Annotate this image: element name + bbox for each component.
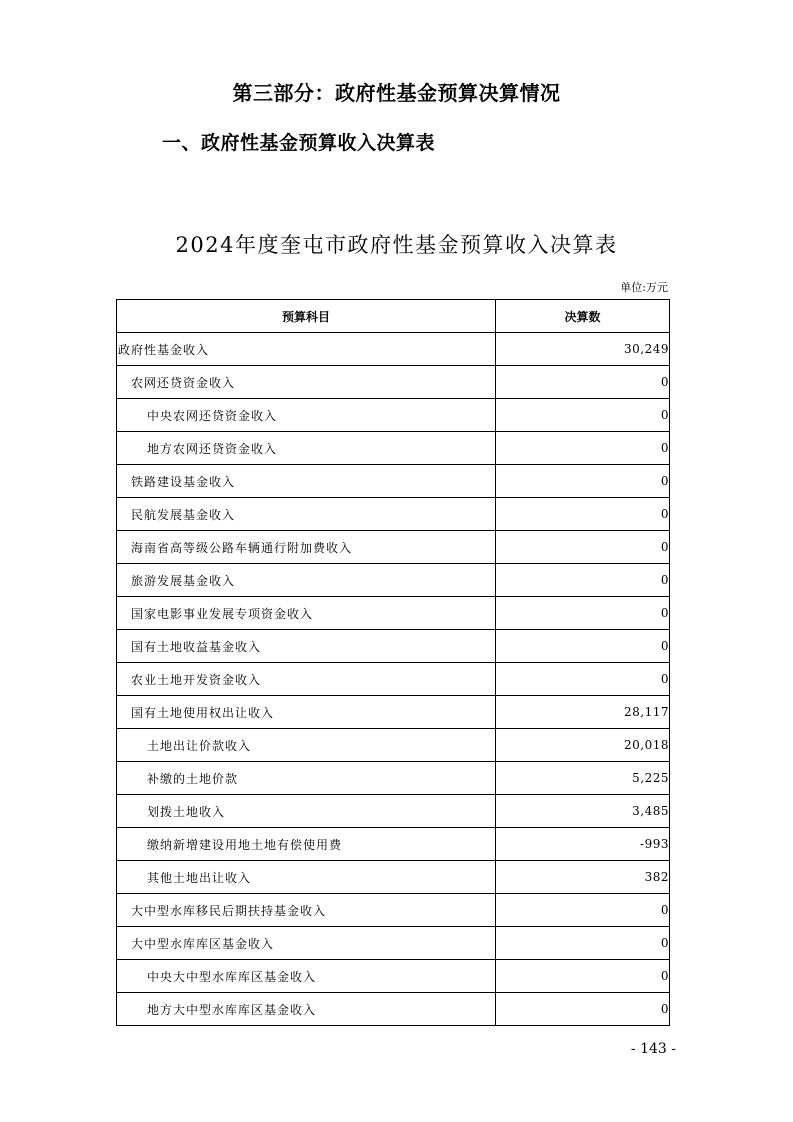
final-amount-value: 0	[496, 993, 670, 1026]
table-row	[117, 696, 670, 729]
budget-item-name: 国有土地使用权出让收入	[117, 696, 496, 729]
table-row	[117, 432, 670, 465]
table-row	[117, 366, 670, 399]
final-amount-value: 0	[496, 432, 670, 465]
final-amount-value: 0	[496, 399, 670, 432]
table-row	[117, 564, 670, 597]
final-amount-value: 3,485	[496, 795, 670, 828]
table-row	[117, 861, 670, 894]
budget-item-name: 大中型水库移民后期扶持基金收入	[117, 894, 496, 927]
final-amount-value: 0	[496, 465, 670, 498]
final-amount-value: 0	[496, 927, 670, 960]
budget-item-name: 地方农网还贷资金收入	[117, 432, 496, 465]
final-amount-value: -993	[496, 828, 670, 861]
budget-item-name: 国家电影事业发展专项资金收入	[117, 597, 496, 630]
budget-item-name: 旅游发展基金收入	[117, 564, 496, 597]
final-amount-value: 382	[496, 861, 670, 894]
table-row	[117, 762, 670, 795]
table-row	[117, 333, 670, 366]
table-row	[117, 795, 670, 828]
table-header-row	[117, 300, 670, 333]
budget-item-name: 中央大中型水库库区基金收入	[117, 960, 496, 993]
final-amount-value: 0	[496, 630, 670, 663]
table-row	[117, 729, 670, 762]
budget-item-name: 海南省高等级公路车辆通行附加费收入	[117, 531, 496, 564]
table-row	[117, 894, 670, 927]
budget-item-name: 国有土地收益基金收入	[117, 630, 496, 663]
final-amount-value: 0	[496, 894, 670, 927]
budget-item-name: 农业土地开发资金收入	[117, 663, 496, 696]
final-amount-value: 0	[496, 663, 670, 696]
final-amount-value: 0	[496, 366, 670, 399]
final-amount-value: 5,225	[496, 762, 670, 795]
part-title: 第三部分：政府性基金预算决算情况	[232, 81, 561, 105]
final-amount-value: 0	[496, 960, 670, 993]
budget-item-name: 民航发展基金收入	[117, 498, 496, 531]
table-body	[117, 333, 670, 1026]
budget-item-name: 地方大中型水库库区基金收入	[117, 993, 496, 1026]
table-row	[117, 531, 670, 564]
table-row	[117, 399, 670, 432]
table-row	[117, 630, 670, 663]
table-title: 2024年度奎屯市政府性基金预算收入决算表	[175, 233, 618, 257]
budget-item-name: 划拨土地收入	[117, 795, 496, 828]
column-header-final-amount: 决算数	[496, 300, 670, 333]
table-row	[117, 498, 670, 531]
budget-item-name: 铁路建设基金收入	[117, 465, 496, 498]
table-row	[117, 828, 670, 861]
page-number: - 143 -	[630, 1041, 676, 1057]
final-amount-value: 0	[496, 498, 670, 531]
table-row	[117, 927, 670, 960]
final-amount-value: 28,117	[496, 696, 670, 729]
final-amount-value: 0	[496, 597, 670, 630]
table-row	[117, 663, 670, 696]
budget-item-name: 中央农网还贷资金收入	[117, 399, 496, 432]
budget-item-name: 农网还贷资金收入	[117, 366, 496, 399]
final-amount-value: 0	[496, 564, 670, 597]
budget-item-name: 政府性基金收入	[117, 333, 496, 366]
column-header-budget-item: 预算科目	[117, 300, 496, 333]
final-amount-value: 30,249	[496, 333, 670, 366]
budget-revenue-table	[116, 299, 670, 1026]
budget-item-name: 土地出让价款收入	[117, 729, 496, 762]
table-row	[117, 960, 670, 993]
section-title: 一、政府性基金预算收入决算表	[162, 132, 436, 154]
table-row	[117, 465, 670, 498]
table-row	[117, 597, 670, 630]
unit-label: 单位:万元	[620, 281, 668, 294]
budget-item-name: 补缴的土地价款	[117, 762, 496, 795]
budget-item-name: 缴纳新增建设用地土地有偿使用费	[117, 828, 496, 861]
budget-item-name: 大中型水库库区基金收入	[117, 927, 496, 960]
final-amount-value: 0	[496, 531, 670, 564]
table-row	[117, 993, 670, 1026]
final-amount-value: 20,018	[496, 729, 670, 762]
budget-item-name: 其他土地出让收入	[117, 861, 496, 894]
